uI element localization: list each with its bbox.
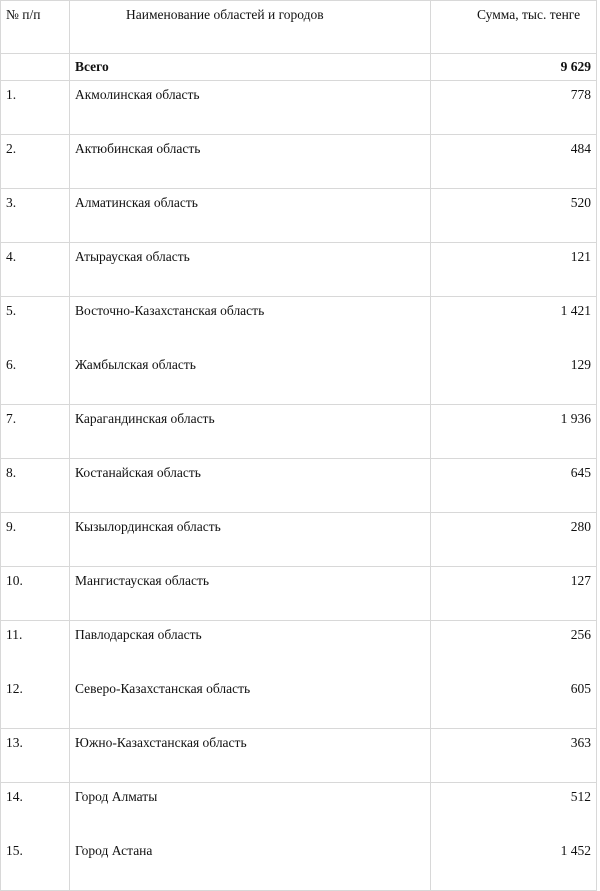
row-region-name: Мангистауская область: [70, 567, 431, 621]
row-number: 14.: [1, 783, 70, 837]
row-amount: 1 452: [431, 837, 597, 891]
row-number: 8.: [1, 459, 70, 513]
row-amount: 1 421: [431, 297, 597, 351]
table-row: [1, 837, 597, 891]
row-amount: 484: [431, 135, 597, 189]
row-amount: 645: [431, 459, 597, 513]
total-row: [1, 54, 597, 81]
row-number: 7.: [1, 405, 70, 459]
row-region-name: Город Алматы: [70, 783, 431, 837]
row-amount: 512: [431, 783, 597, 837]
table-row: [1, 243, 597, 297]
header-amount: Сумма, тыс. тенге: [431, 1, 597, 54]
row-number: 10.: [1, 567, 70, 621]
row-number: 4.: [1, 243, 70, 297]
row-amount: 363: [431, 729, 597, 783]
row-region-name: Северо-Казахстанская область: [70, 675, 431, 729]
row-amount: 778: [431, 81, 597, 135]
total-number-cell: [1, 54, 70, 81]
row-number: 13.: [1, 729, 70, 783]
row-region-name: Кызылординская область: [70, 513, 431, 567]
row-region-name: Актюбинская область: [70, 135, 431, 189]
row-region-name: Восточно-Казахстанская область: [70, 297, 431, 351]
row-number: 2.: [1, 135, 70, 189]
table-row: [1, 189, 597, 243]
table-row: [1, 81, 597, 135]
row-number: 6.: [1, 351, 70, 405]
row-amount: 520: [431, 189, 597, 243]
row-region-name: Атырауская область: [70, 243, 431, 297]
row-number: 5.: [1, 297, 70, 351]
row-region-name: Южно-Казахстанская область: [70, 729, 431, 783]
table-row: [1, 297, 597, 351]
row-amount: 129: [431, 351, 597, 405]
table-row: [1, 783, 597, 837]
row-number: 11.: [1, 621, 70, 675]
table-row: [1, 675, 597, 729]
header-region-name: Наименование областей и городов: [70, 1, 431, 54]
row-region-name: Костанайская область: [70, 459, 431, 513]
table-row: [1, 405, 597, 459]
row-region-name: Город Астана: [70, 837, 431, 891]
header-number: № п/п: [1, 1, 70, 54]
row-amount: 127: [431, 567, 597, 621]
row-amount: 605: [431, 675, 597, 729]
row-region-name: Павлодарская область: [70, 621, 431, 675]
row-amount: 121: [431, 243, 597, 297]
row-number: 1.: [1, 81, 70, 135]
table-row: [1, 513, 597, 567]
row-number: 9.: [1, 513, 70, 567]
row-number: 15.: [1, 837, 70, 891]
row-amount: 256: [431, 621, 597, 675]
total-value: 9 629: [431, 54, 597, 81]
table-row: [1, 135, 597, 189]
table-row: [1, 351, 597, 405]
total-label: Всего: [70, 54, 431, 81]
table-row: [1, 567, 597, 621]
row-amount: 280: [431, 513, 597, 567]
row-region-name: Алматинская область: [70, 189, 431, 243]
row-number: 3.: [1, 189, 70, 243]
row-region-name: Акмолинская область: [70, 81, 431, 135]
row-region-name: Жамбылская область: [70, 351, 431, 405]
table-row: [1, 459, 597, 513]
table-row: [1, 621, 597, 675]
row-number: 12.: [1, 675, 70, 729]
row-region-name: Карагандинская область: [70, 405, 431, 459]
table-header-row: [1, 1, 597, 54]
table-row: [1, 729, 597, 783]
row-amount: 1 936: [431, 405, 597, 459]
